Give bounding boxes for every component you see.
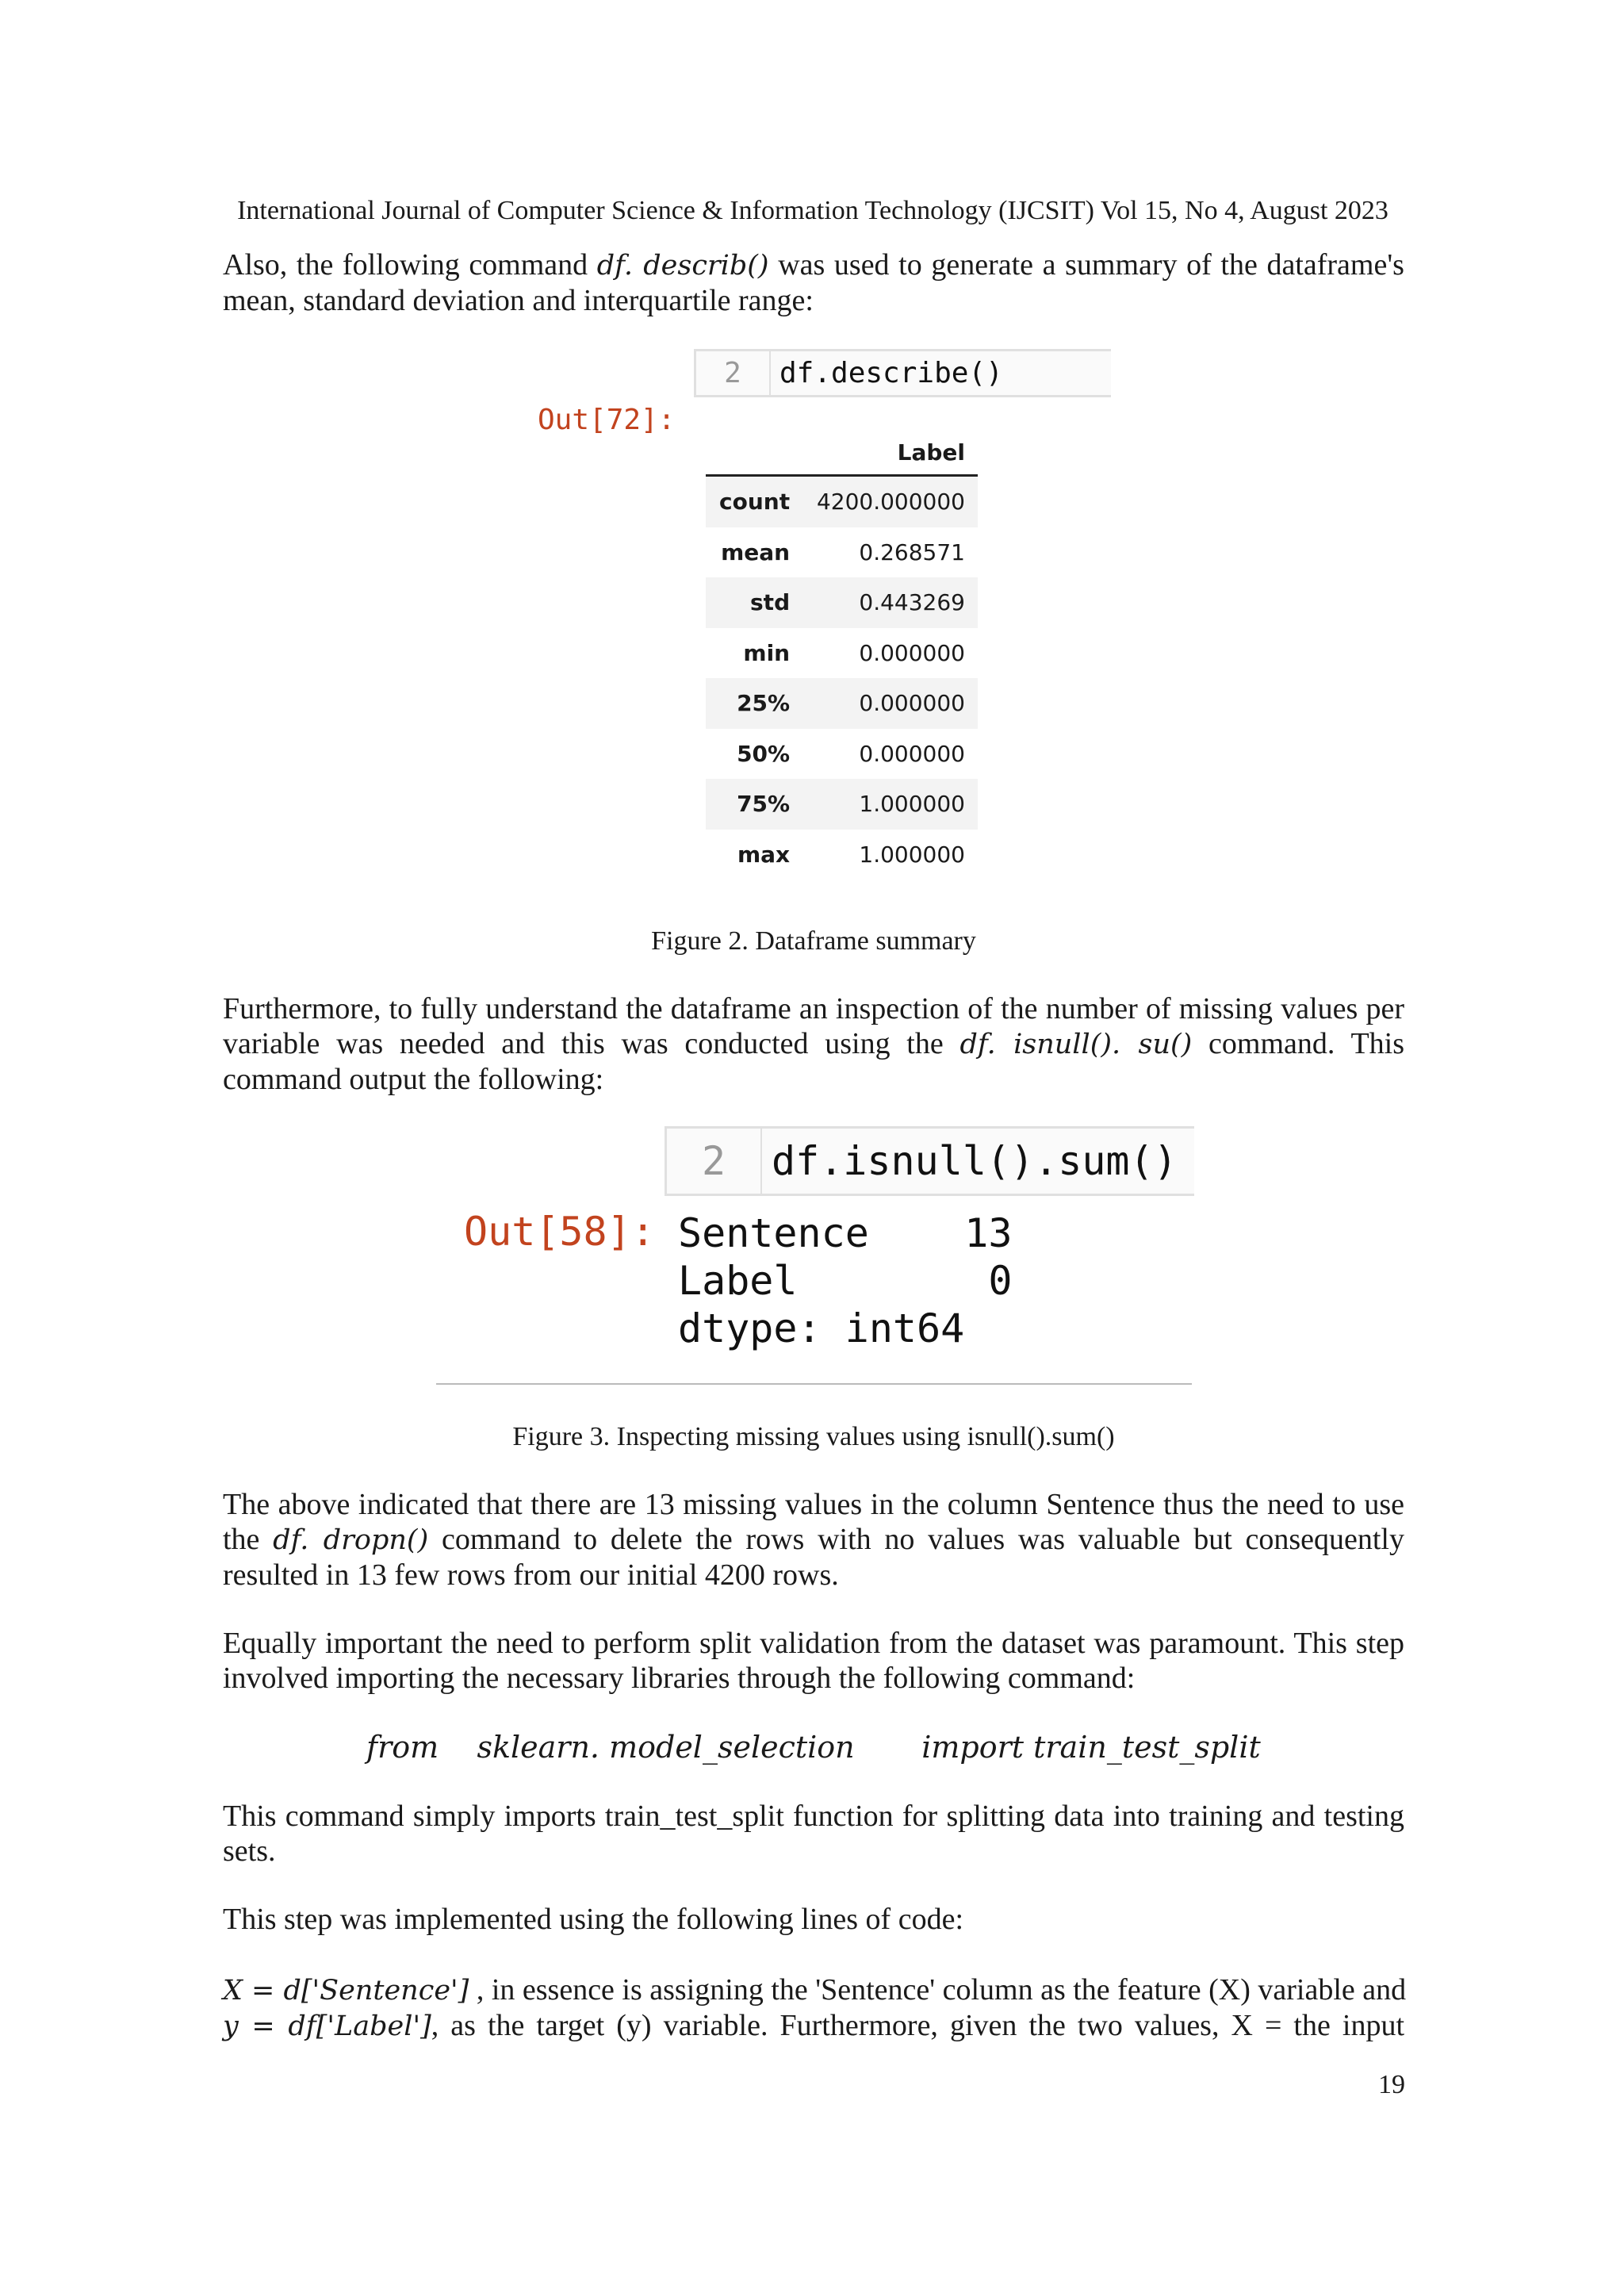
paragraph-line: Also, the following command df. describ() was used to generate a summary of the dataframe's bbox=[223, 248, 1404, 282]
paragraph-line: This command simply imports train_test_split function for splitting data into training and testing bbox=[223, 1800, 1404, 1833]
index-header bbox=[706, 431, 802, 476]
cell-line-number: 2 bbox=[667, 1129, 762, 1194]
cell-output: Sentence 13 Label 0 dtype: int64 bbox=[678, 1210, 1013, 1351]
journal-header: International Journal of Computer Science & Information Technology (IJCSIT) Vol 15, No 4, August 2023 bbox=[237, 196, 1388, 225]
row-label: min bbox=[743, 639, 791, 666]
row-value: 1.000000 bbox=[859, 841, 965, 868]
table-row bbox=[706, 527, 978, 578]
paragraph-line: mean, standard deviation and interquartile range: bbox=[223, 284, 814, 317]
import-statement: from sklearn. model_selection import train_test_split bbox=[366, 1730, 1261, 1765]
code-cell-isnull bbox=[665, 1126, 1194, 1196]
row-label: mean bbox=[721, 539, 791, 565]
paragraph-describe-intro bbox=[223, 247, 1404, 318]
row-value: 0.000000 bbox=[859, 740, 965, 767]
output-prompt: Out[72]: bbox=[538, 404, 676, 436]
inline-math: df. isnull(). su() bbox=[959, 1029, 1193, 1060]
table-row bbox=[706, 628, 978, 679]
column-header: Label bbox=[802, 431, 978, 476]
paragraph-line: The above indicated that there are 13 missing values in the column Sentence thus the need to use bbox=[223, 1488, 1404, 1521]
paragraph-isnull-intro bbox=[223, 991, 1404, 1097]
row-value: 1.000000 bbox=[859, 791, 965, 818]
row-value: 0.443269 bbox=[859, 589, 965, 616]
paragraph-feature-target bbox=[223, 1972, 1407, 2044]
table-row bbox=[706, 729, 978, 780]
paragraph-line: variable was needed and this was conducted using the df. isnull(). su() command. This bbox=[223, 1027, 1404, 1060]
describe-table bbox=[706, 431, 978, 880]
paragraph-line: command output the following: bbox=[223, 1063, 604, 1096]
row-value: 0.000000 bbox=[859, 639, 965, 666]
table-row bbox=[706, 830, 978, 880]
paragraph-line: Furthermore, to fully understand the dataframe an inspection of the number of missing values per bbox=[223, 992, 1404, 1025]
row-label: std bbox=[750, 589, 791, 616]
inline-math: y = df['Label'] bbox=[223, 2010, 431, 2042]
paragraph-import-explain bbox=[223, 1799, 1404, 1869]
paragraph-line: y = df['Label'], as the target (y) variable. Furthermore, given the two values, X = the input bbox=[223, 2009, 1404, 2042]
cell-line-number: 2 bbox=[696, 351, 771, 395]
row-label: 75% bbox=[737, 791, 791, 818]
table-header-row bbox=[706, 431, 978, 476]
table-row bbox=[706, 476, 978, 527]
paragraph-line: sets. bbox=[223, 1834, 276, 1868]
table-row bbox=[706, 577, 978, 628]
paragraph-line: involved importing the necessary libraries through the following command: bbox=[223, 1662, 1136, 1695]
figure-divider bbox=[436, 1383, 1192, 1385]
code-cell-describe bbox=[694, 349, 1111, 397]
inline-math: df. dropn() bbox=[273, 1524, 429, 1556]
output-prompt: Out[58]: bbox=[464, 1209, 655, 1255]
page-number: 19 bbox=[1378, 2070, 1405, 2099]
inline-math: df. describ() bbox=[596, 250, 769, 282]
cell-code: df.isnull().sum() bbox=[772, 1138, 1178, 1184]
inline-math: X = d['Sentence'] bbox=[223, 1975, 469, 2007]
figure-2-caption: Figure 2. Dataframe summary bbox=[651, 926, 976, 956]
paragraph-dropna bbox=[223, 1487, 1404, 1593]
row-label: 50% bbox=[737, 740, 791, 767]
cell-code: df.describe() bbox=[779, 357, 1003, 389]
row-value: 0.000000 bbox=[859, 690, 965, 717]
paragraph-line: X = d['Sentence'] , in essence is assigning the 'Sentence' column as the feature (X) variable and bbox=[223, 1973, 1407, 2007]
paragraph-split-validation bbox=[223, 1626, 1404, 1696]
paragraph-line: Equally important the need to perform split validation from the dataset was paramount. This step bbox=[223, 1627, 1404, 1660]
row-value: 0.268571 bbox=[859, 539, 965, 565]
paragraph-line: This step was implemented using the following lines of code: bbox=[223, 1903, 964, 1936]
table-row bbox=[706, 779, 978, 830]
paragraph-code-lines bbox=[223, 1902, 1404, 1937]
row-value: 4200.000000 bbox=[816, 489, 965, 516]
row-label: max bbox=[737, 841, 791, 868]
paragraph-line: the df. dropn() command to delete the rows with no values was valuable but consequently bbox=[223, 1523, 1404, 1556]
paragraph-line: resulted in 13 few rows from our initial 4200 rows. bbox=[223, 1558, 839, 1592]
row-label: 25% bbox=[737, 690, 791, 717]
row-label: count bbox=[719, 489, 791, 516]
figure-3-caption: Figure 3. Inspecting missing values using isnull().sum() bbox=[512, 1422, 1115, 1451]
table-row bbox=[706, 678, 978, 729]
